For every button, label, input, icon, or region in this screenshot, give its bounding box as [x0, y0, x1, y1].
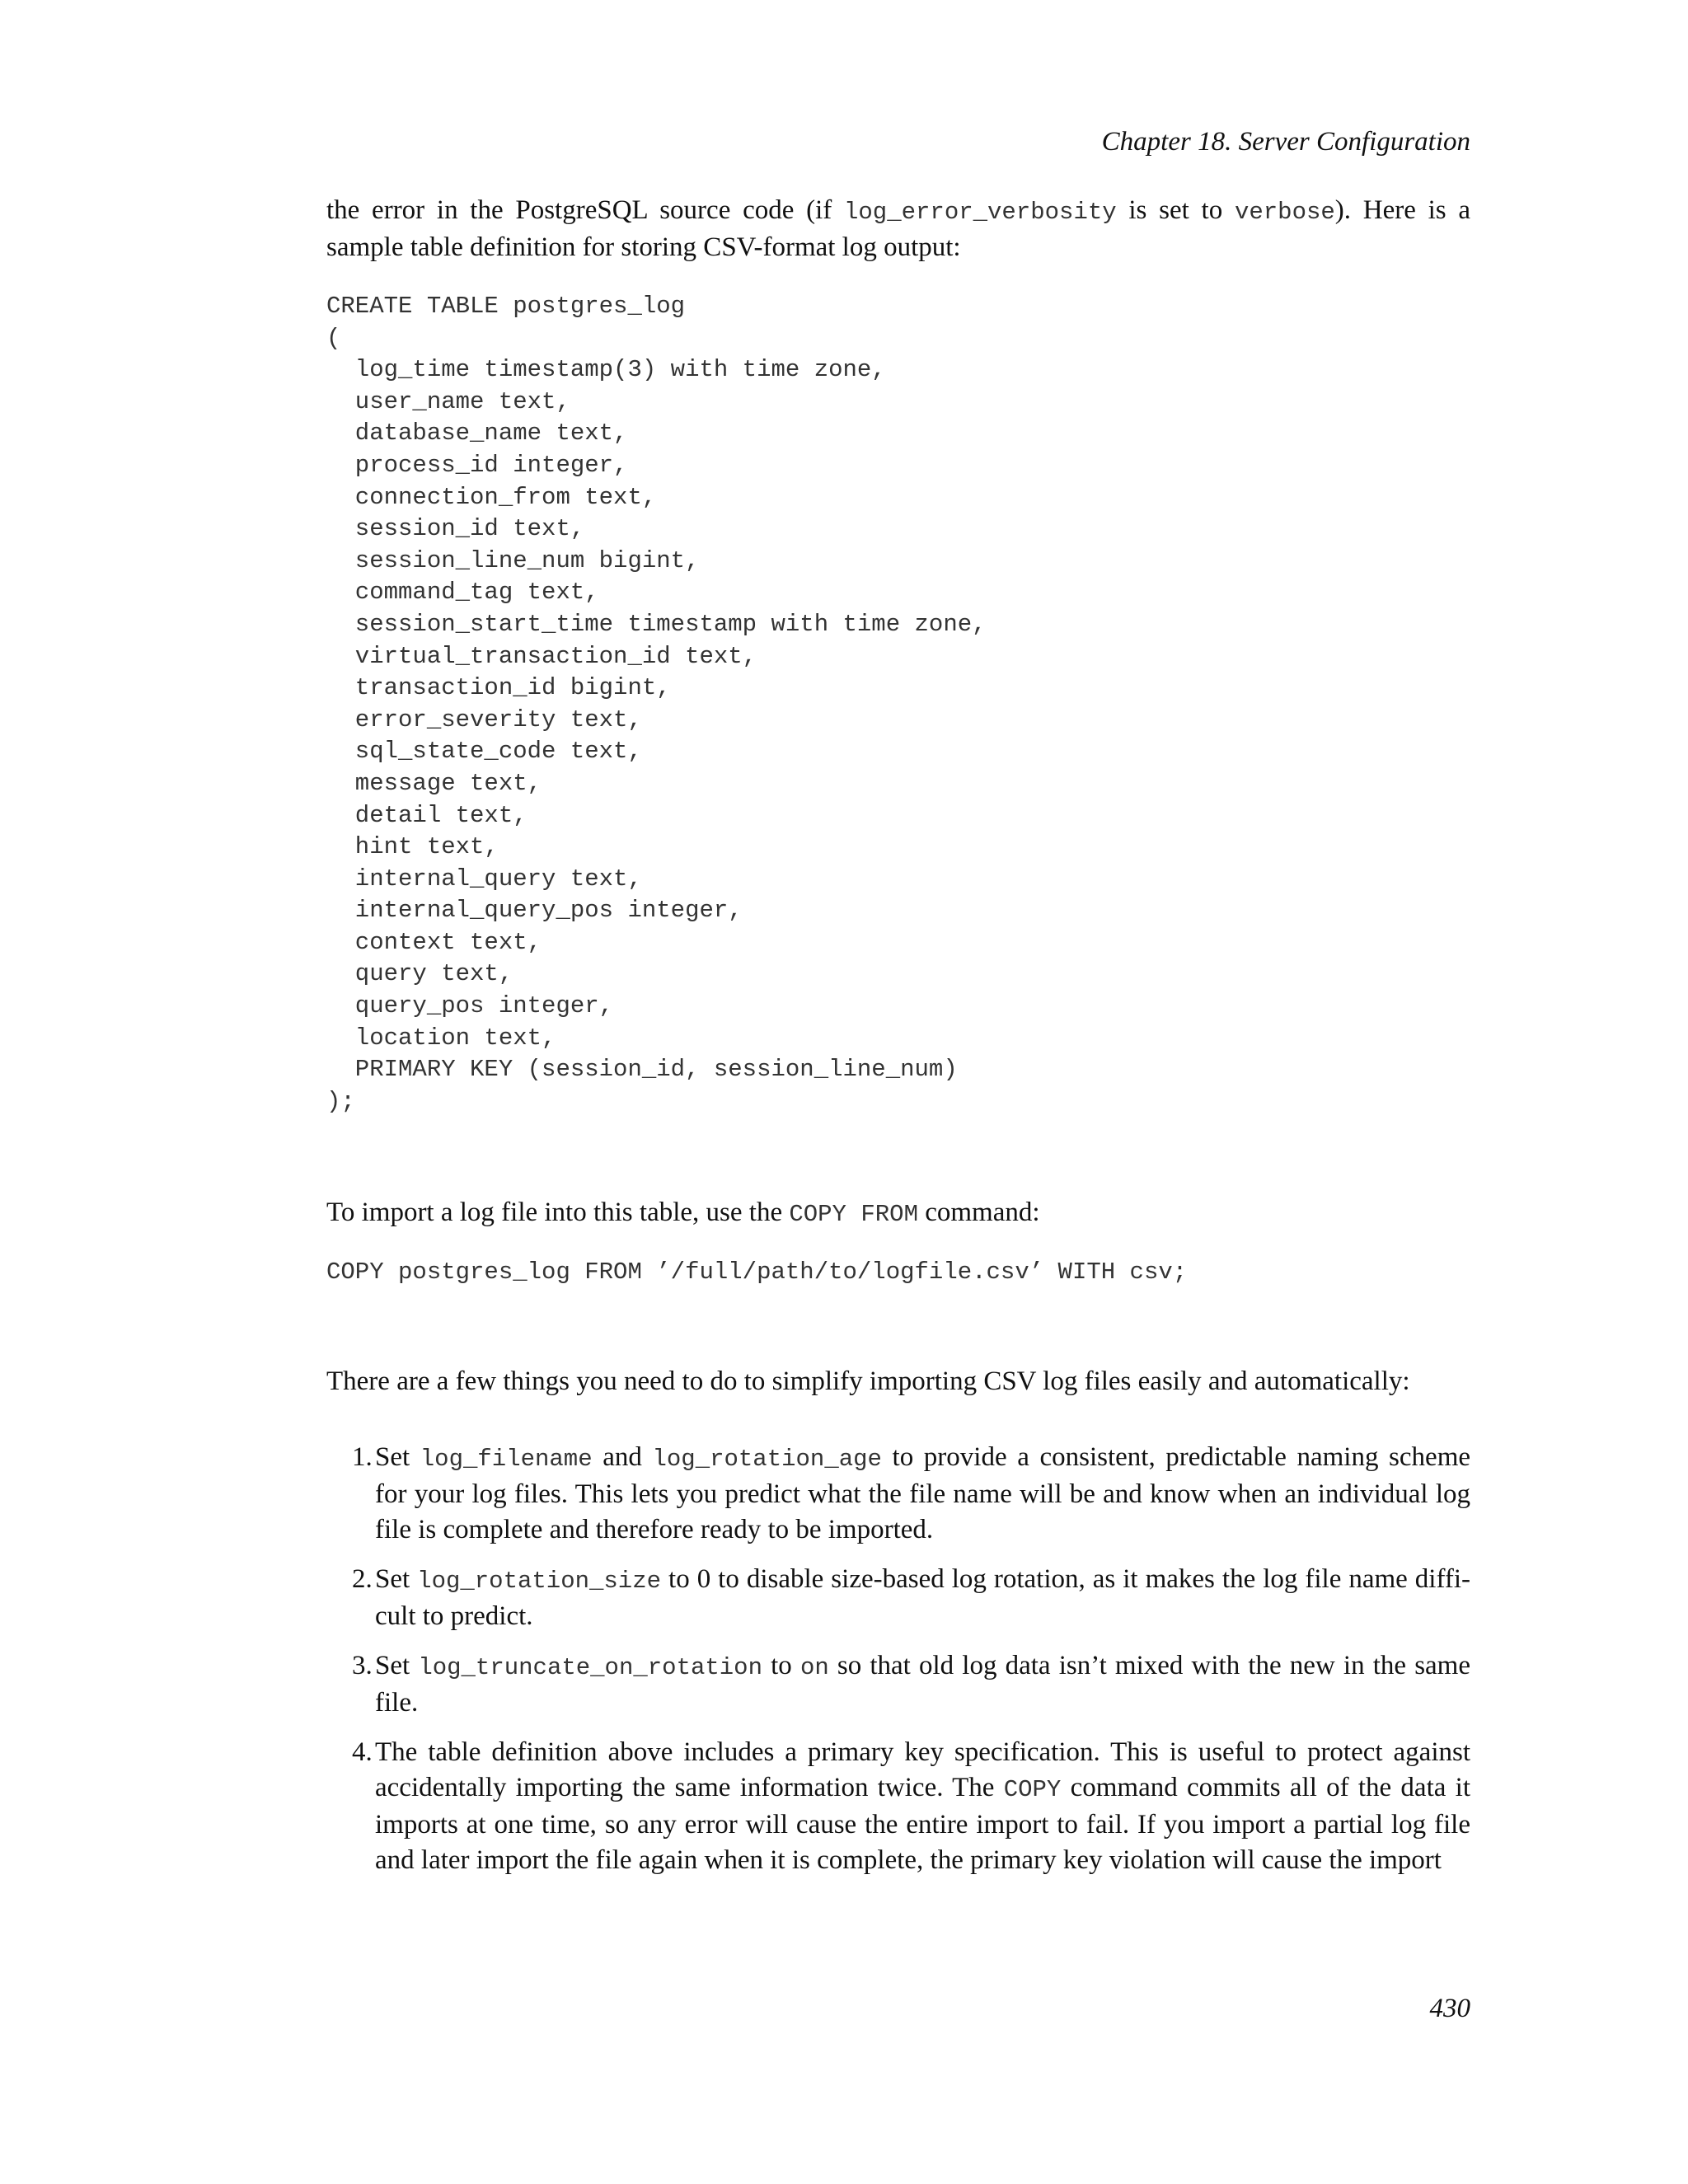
copy-command-code-block: [326, 1257, 1187, 1289]
code-line: internal_query_pos integer,: [326, 897, 743, 925]
code-line: location text,: [326, 1024, 556, 1052]
intro-paragraph: [326, 193, 1470, 265]
code-line: session_id text,: [326, 515, 585, 543]
simplify-paragraph: There are a few things you need to do to simplify importing CSV log files easily and automatically:: [326, 1366, 1410, 1396]
inline-code-log-error-verbosity: log_error_verbosity: [844, 199, 1117, 226]
code-line: error_severity text,: [326, 705, 642, 733]
code-line: session_line_num bigint,: [326, 546, 700, 574]
list-item-number: 1.: [352, 1442, 373, 1472]
step-text: to: [762, 1651, 800, 1680]
code-line: CREATE TABLE postgres_log: [326, 293, 686, 320]
code-line: internal_query text,: [326, 865, 642, 893]
import-paragraph: [326, 1195, 1470, 1232]
code-line: message text,: [326, 769, 542, 797]
code-line: database_name text,: [326, 419, 628, 448]
inline-code-log-filename: log_filename: [420, 1446, 593, 1473]
code-line: hint text,: [326, 833, 499, 861]
code-line: (: [326, 324, 341, 352]
list-item-number: 2.: [352, 1564, 373, 1594]
list-item-number: 4.: [352, 1737, 373, 1767]
step-text: Set: [375, 1442, 420, 1472]
code-line: log_time timestamp(3) with time zone,: [326, 356, 886, 384]
inline-code-on: on: [799, 1654, 829, 1681]
code-line: command_tag text,: [326, 579, 599, 607]
step-text: to 0 to disable size-based log rotation, as it makes the log file name diffi-cult to predict.: [375, 1564, 1471, 1631]
code-line: process_id integer,: [326, 451, 628, 479]
code-line: sql_state_code text,: [326, 738, 642, 766]
step-text: and: [592, 1442, 653, 1472]
code-line: detail text,: [326, 801, 528, 829]
code-line: context text,: [326, 928, 542, 956]
intro-text-2: is set to: [1116, 195, 1235, 225]
code-line: virtual_transaction_id text,: [326, 642, 757, 670]
intro-text-3: ). Here is a sample table definition for storing CSV-format log output:: [326, 195, 1471, 262]
running-header: Chapter 18. Server Configuration: [1101, 127, 1470, 157]
inline-code-log-rotation-age: log_rotation_age: [652, 1446, 882, 1473]
step-text: The table definition above includes a primary key specification. This is useful to protect against accidentally importing the same information twice. The: [375, 1737, 1470, 1802]
inline-code-log-truncate-on-rotation: log_truncate_on_rotation: [418, 1654, 762, 1681]
code-line: );: [326, 1087, 355, 1115]
code-line: user_name text,: [326, 387, 570, 415]
intro-text-1: the error in the PostgreSQL source code (if: [326, 195, 844, 225]
step-text: to provide a consistent, predictable naming scheme for your log files. This lets you predict what the file name will be and know when an individual log file is complete and therefore ready to be imported.: [375, 1442, 1471, 1544]
import-text-1: To import a log file into this table, use the: [326, 1197, 790, 1227]
code-line: PRIMARY KEY (session_id, session_line_num): [326, 1056, 958, 1084]
step-text: so that old log data isn’t mixed with the new in the same file.: [375, 1651, 1470, 1718]
code-line: connection_from text,: [326, 483, 657, 511]
code-line: session_start_time timestamp with time zone,: [326, 610, 987, 638]
steps-list: [326, 1440, 1470, 1892]
code-line: query text,: [326, 960, 513, 988]
list-item: [326, 1440, 1470, 1548]
list-item: [326, 1562, 1470, 1634]
code-line: COPY postgres_log FROM ’/full/path/to/logfile.csv’ WITH csv;: [326, 1258, 1188, 1286]
code-line: transaction_id bigint,: [326, 674, 671, 702]
inline-code-verbose: verbose: [1234, 199, 1335, 226]
create-table-code-block: [326, 291, 987, 1118]
inline-code-copy-from: COPY FROM: [789, 1201, 918, 1228]
list-item: [326, 1648, 1470, 1721]
step-text: Set: [375, 1564, 418, 1594]
import-text-2: command:: [917, 1197, 1040, 1227]
list-item: [326, 1735, 1470, 1878]
inline-code-copy: COPY: [1003, 1776, 1062, 1803]
list-item-number: 3.: [352, 1651, 373, 1680]
step-text: command commits all of the data it imports at one time, so any error will cause the entire import to fail. If you import a partial log file and later import the file again when it is complete, the primary key violation will cause the import: [375, 1773, 1470, 1875]
inline-code-log-rotation-size: log_rotation_size: [417, 1568, 662, 1595]
page-number: 430: [1429, 1994, 1470, 2023]
step-text: Set: [375, 1651, 419, 1680]
code-line: query_pos integer,: [326, 992, 614, 1020]
